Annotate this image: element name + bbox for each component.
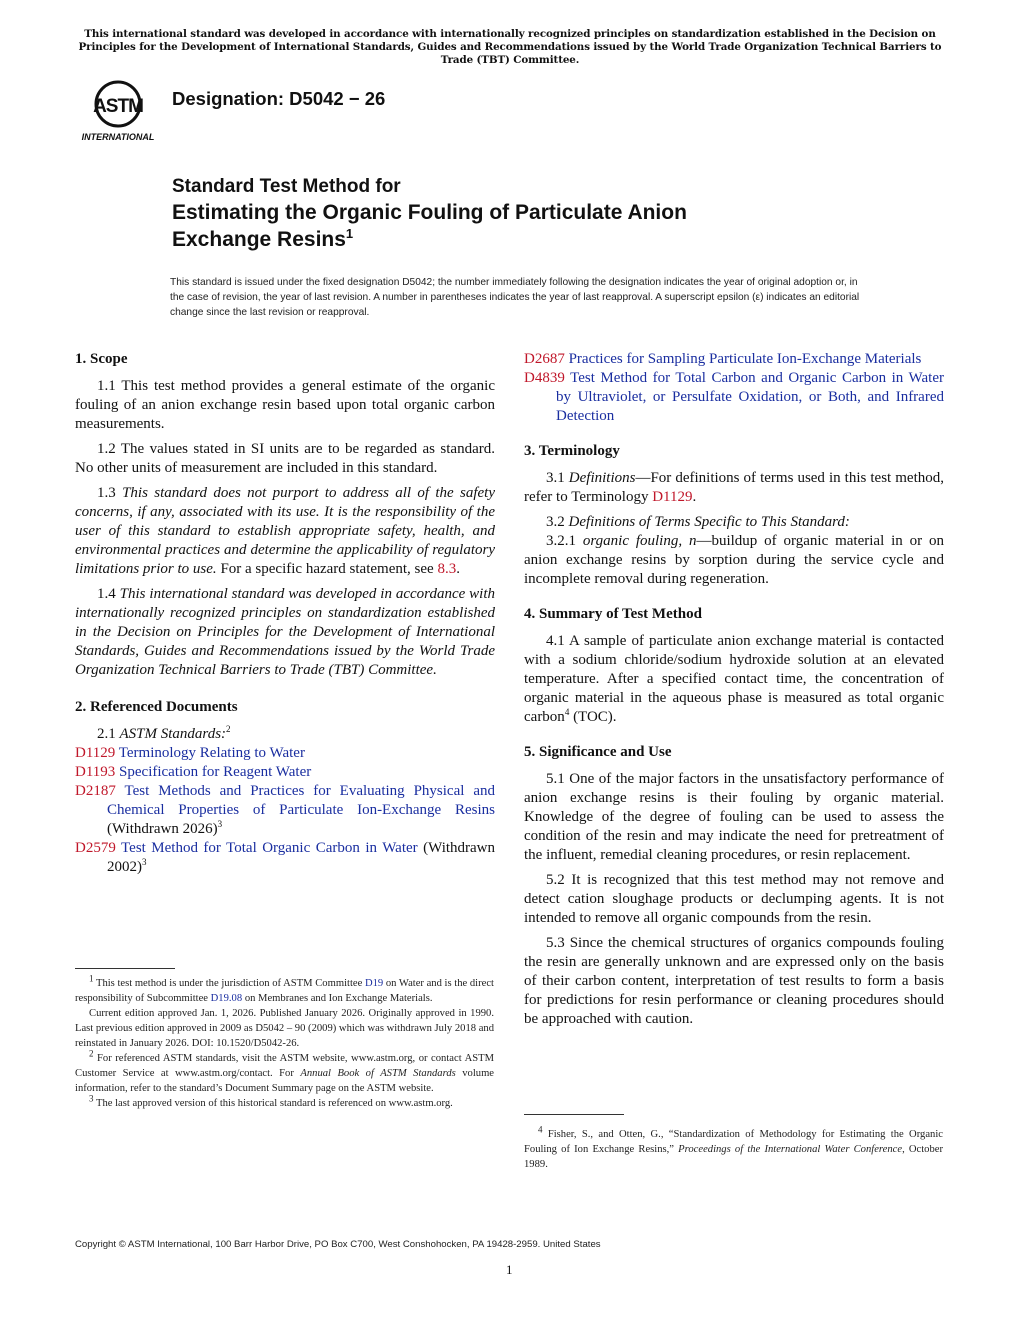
ref-d2579[interactable]: D2579 Test Method for Total Organic Carbon in Water (Withdrawn 2002)$^3$ — [75, 840, 496, 875]
copyright-line: Copyright © ASTM International, 100 Barr Harbor Drive, PO Box C700, West Conshohocken, PA 19428-2959. United States — [75, 1239, 601, 1250]
issued-statement: This standard is issued under the fixed designation D5042; the number immediately following the designation indicates the year of original adoption or, in the case of revision, the year of last revision. A number in parentheses indicates the year of last reapproval. A superscript epsilon (ε) indicates an editorial change since the last revision or reapproval. — [170, 277, 860, 318]
footnote-rule-left — [75, 968, 175, 969]
ref-d2187[interactable]: D2187 Test Methods and Practices for Evaluating Physical and Chemical Properties of Particulate Ion-Exchange Resins (Withdrawn 2026)$^3$ — [75, 783, 495, 837]
title-line-3: Exchange Resins$^1$ — [172, 226, 354, 251]
significance-heading: 5. Significance and Use — [524, 744, 672, 760]
astm-logo-text: INTERNATIONAL — [81, 132, 155, 142]
footnote-rule-right — [524, 1114, 624, 1115]
wto-notice: This international standard was developed in accordance with internationally recognized principles on standardization established in the Decision on Principles for the Development of International Standards, Guides and Recommendations issued by the World Trade Organization Technical Barriers to Trade (TBT) Committee. — [78, 28, 942, 66]
ref-d4839[interactable]: D4839 Test Method for Total Carbon and Organic Carbon in Water by Ultraviolet, or Persulfate Oxidation, or Both, and Infrared Detection — [524, 370, 944, 424]
para-3-1: 3.1 Definitions—For definitions of terms used in this test method, refer to Terminology D1129. — [524, 470, 944, 505]
para-1-1: 1.1 This test method provides a general estimate of the organic fouling of an anion exchange resin based upon total organic carbon measurements. — [75, 378, 495, 432]
para-1-4: 1.4 This international standard was developed in accordance with internationally recognized principles on standardization established in the Decision on Principles for the Development of International Standards, Guides and Recommendations issued by the World Trade Organization Technical Barriers to Trade (TBT) Committee. — [75, 586, 495, 678]
link-d19[interactable]: D19 — [364, 978, 384, 989]
link-8-3[interactable]: 8.3 — [437, 561, 457, 577]
link-d1129[interactable]: D1129 — [652, 489, 693, 505]
footnote-1: $^1$ This test method is under the jurisdiction of ASTM Committee D19 on Water and is the direct responsibility of Subcommittee D19.08 on Membranes and Ion Exchange Materials. — [75, 973, 494, 1004]
title-footnote-mark: 1 — [345, 226, 354, 241]
footnote-1-current-edition: Current edition approved Jan. 1, 2026. Published January 2026. Originally approved in 1990. Last previous edition approved in 2009 as D5042 – 90 (2009) which was withdrawn July 2018 and reinstated in January 2026. DOI: 10.1520/D5042-26. — [75, 1008, 494, 1049]
para-1-2: 1.2 The values stated in SI units are to be regarded as standard. No other units of measurement are included in this standard. — [75, 441, 495, 476]
ref-d1129[interactable]: D1129 Terminology Relating to Water — [75, 745, 305, 761]
para-5-1: 5.1 One of the major factors in the unsatisfactory performance of anion exchange resins is their fouling by organic material. Knowledge of the degree of fouling can be used to assess the condition of the resin and may indicate the need for pretreatment of the influent, remedial cleaning procedures, or resin replacement. — [524, 771, 944, 863]
footnote-4: $^4$ Fisher, S., and Otten, G., “Standardization of Methodology for Estimating the Organic Fouling of Ion Exchange Resins,” Proceedings of the International Water Conference, October 1989. — [524, 1124, 944, 1170]
designation: Designation: D5042 − 26 — [172, 88, 386, 109]
page-number: 1 — [506, 1262, 513, 1277]
footnotes-left — [75, 973, 495, 1111]
document-title — [172, 174, 687, 253]
para-5-3: 5.3 Since the chemical structures of organics compounds fouling the resin are generally unknown and are expressed only on the basis of their carbon content, interpretation of test results to form a basis for predictions for resin performance or cleaning procedures should be approached with caution. — [524, 935, 944, 1027]
title-line-1: Standard Test Method for — [172, 176, 401, 197]
referenced-heading: 2. Referenced Documents — [75, 699, 238, 715]
para-4-1: 4.1 A sample of particulate anion exchange material is contacted with a sodium chloride/sodium hydroxide solution at an elevated temperature. After a specified contact time, the concentration of organic material in the aqueous phase is measured as total organic carbon$^4$ (TOC). — [524, 633, 944, 725]
para-2-1: 2.1 ASTM Standards:$^2$ — [97, 724, 231, 742]
para-3-2-1: 3.2.1 organic fouling, n—buildup of organic material in or on anion exchange resins by sorption during the service cycle and incomplete removal during regeneration. — [524, 533, 945, 587]
astm-logo — [78, 72, 160, 144]
svg-text:ASTM: ASTM — [93, 96, 143, 117]
para-5-2: 5.2 It is recognized that this test method may not remove and detect cation sloughage products or declumping agents. It is not intended to remove all organic compounds from the resin. — [524, 872, 944, 926]
para-3-2: 3.2 Definitions of Terms Specific to This Standard: — [546, 514, 850, 530]
ref-d2687[interactable]: D2687 Practices for Sampling Particulate Ion-Exchange Materials — [524, 351, 922, 367]
scope-heading: 1. Scope — [75, 351, 128, 367]
footnote-2: $^2$ For referenced ASTM standards, visit the ASTM website, www.astm.org, or contact ASTM Customer Service at www.astm.org/contact. For Annual Book of ASTM Standards volume information, refer to the standard’s Document Summary page on the ASTM website. — [75, 1048, 495, 1094]
footnotes-right — [524, 1124, 944, 1172]
title-line-2: Estimating the Organic Fouling of Particulate Anion — [172, 201, 687, 224]
para-1-3: 1.3 This standard does not purport to address all of the safety concerns, if any, associated with its use. It is the responsibility of the user of this standard to establish appropriate safety, health, and environmental practices and determine the applicability of regulatory limitations prior to use. For a specific hazard statement, see 8.3. — [75, 485, 496, 577]
footnote-3: $^3$ The last approved version of this historical standard is referenced on www.astm.org. — [89, 1093, 453, 1109]
ref-d1193[interactable]: D1193 Specification for Reagent Water — [75, 764, 312, 780]
summary-heading: 4. Summary of Test Method — [524, 606, 702, 622]
terminology-heading: 3. Terminology — [524, 443, 620, 459]
link-d19-08[interactable]: D19.08 — [210, 993, 243, 1004]
left-column — [75, 350, 495, 877]
right-column — [524, 350, 944, 1035]
